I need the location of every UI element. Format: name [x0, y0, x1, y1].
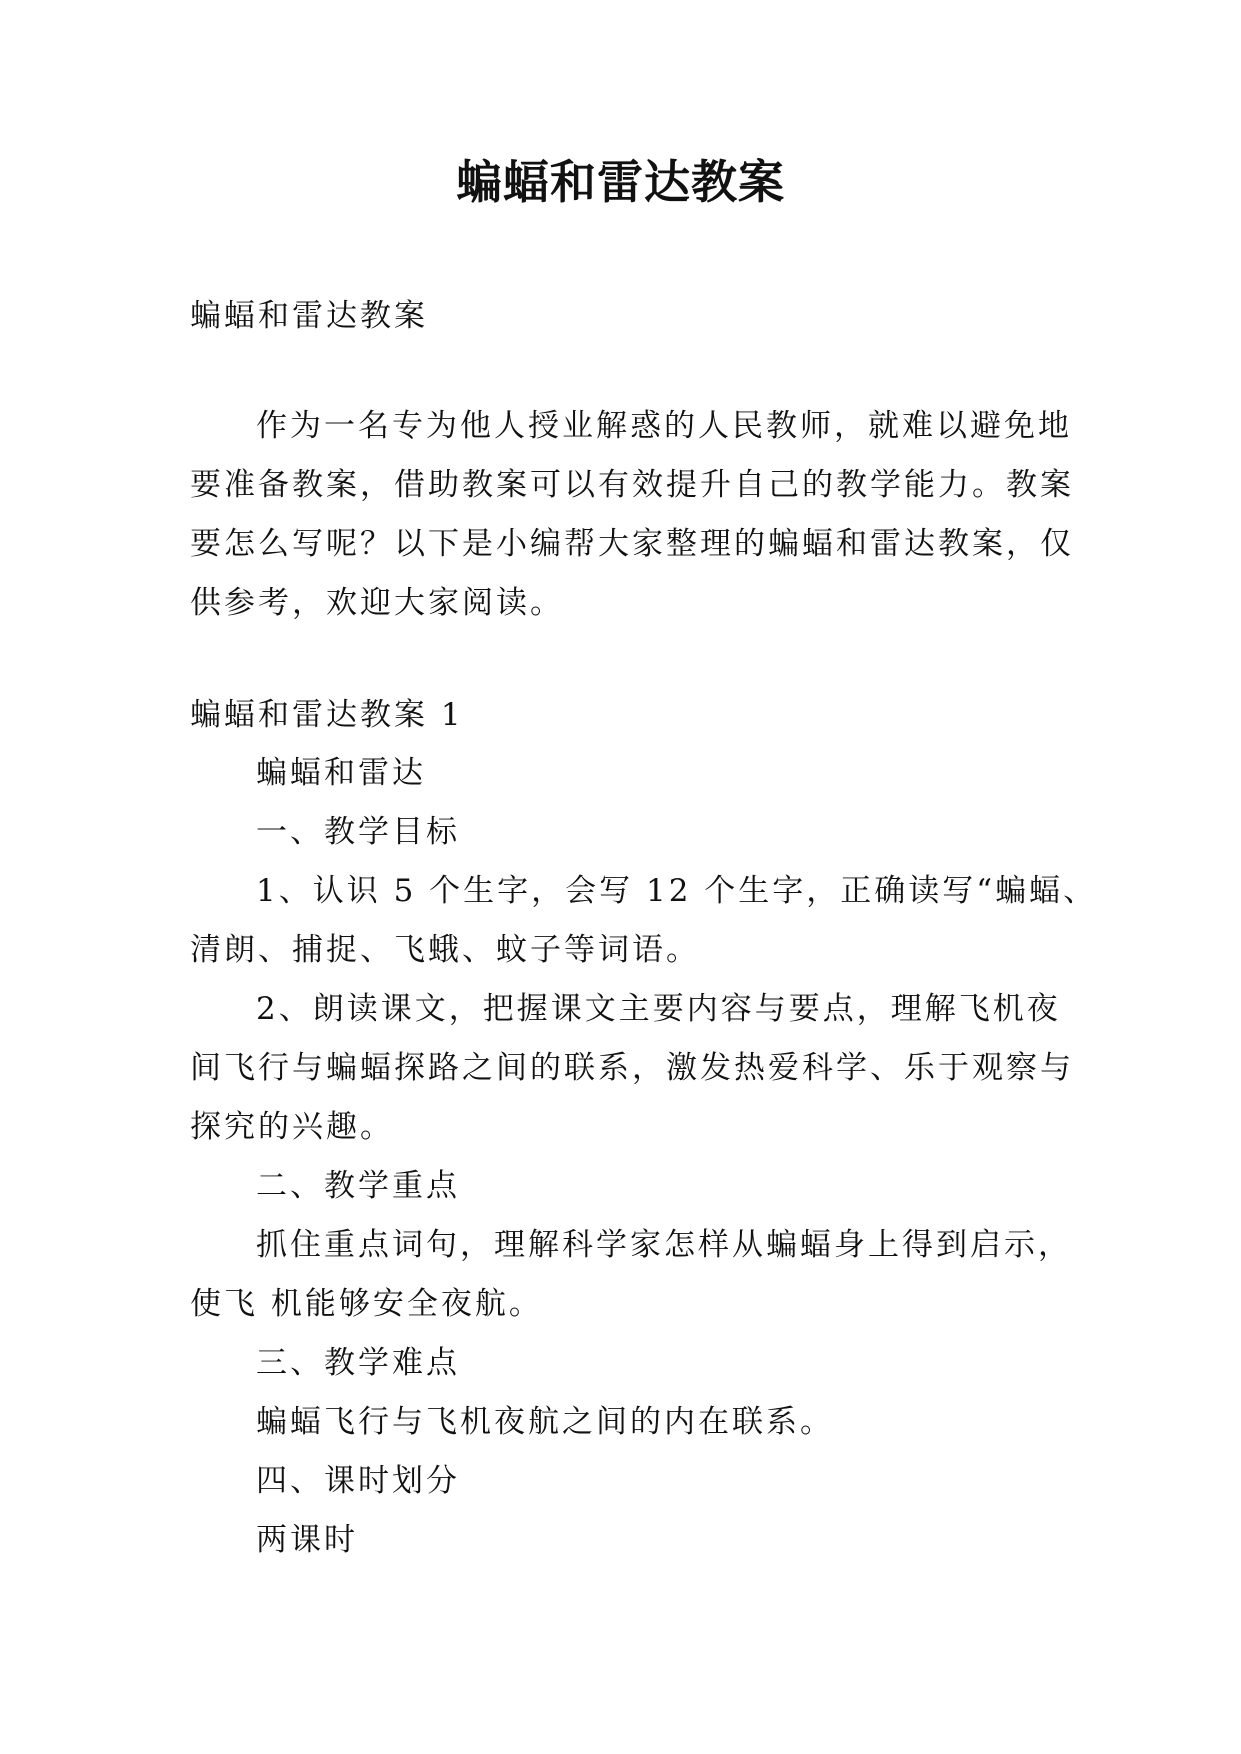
paragraph-line: 供参考，欢迎大家阅读。: [190, 585, 564, 621]
paragraph-line: 2、朗读课文，把握课文主要内容与要点，理解飞机夜: [256, 991, 1061, 1027]
document-title: 蝙蝠和雷达教案: [456, 155, 785, 209]
paragraph-line: 作为一名专为他人授业解惑的人民教师，就难以避免地: [256, 408, 1072, 444]
paragraph-line: 1、认识 5 个生字，会写 12 个生字，正确读写“蝙蝠、: [256, 873, 1098, 909]
subheading: 蝙蝠和雷达: [256, 755, 426, 791]
paragraph-line: 使飞 机能够安全夜航。: [190, 1286, 543, 1322]
section-heading: 蝙蝠和雷达教案 1: [190, 697, 464, 733]
subheading: 四、课时划分: [256, 1463, 460, 1499]
paragraph-line: 要准备教案，借助教案可以有效提升自己的教学能力。教案: [190, 467, 1074, 503]
paragraph-line: 要怎么写呢？以下是小编帮大家整理的蝙蝠和雷达教案，仅: [190, 526, 1074, 562]
subheading: 二、教学重点: [256, 1168, 460, 1204]
paragraph-line: 探究的兴趣。: [190, 1109, 394, 1145]
paragraph-line: 蝙蝠飞行与飞机夜航之间的内在联系。: [256, 1404, 834, 1440]
paragraph-line: 两课时: [256, 1522, 358, 1558]
paragraph-line: 间飞行与蝙蝠探路之间的联系，激发热爱科学、乐于观察与: [190, 1050, 1074, 1086]
subheading: 一、教学目标: [256, 814, 460, 850]
paragraph-line: 清朗、捕捉、飞蛾、蚊子等词语。: [190, 932, 700, 968]
paragraph-line: 抓住重点词句，理解科学家怎样从蝙蝠身上得到启示，: [256, 1227, 1072, 1263]
section-heading: 蝙蝠和雷达教案: [190, 298, 428, 334]
subheading: 三、教学难点: [256, 1345, 460, 1381]
